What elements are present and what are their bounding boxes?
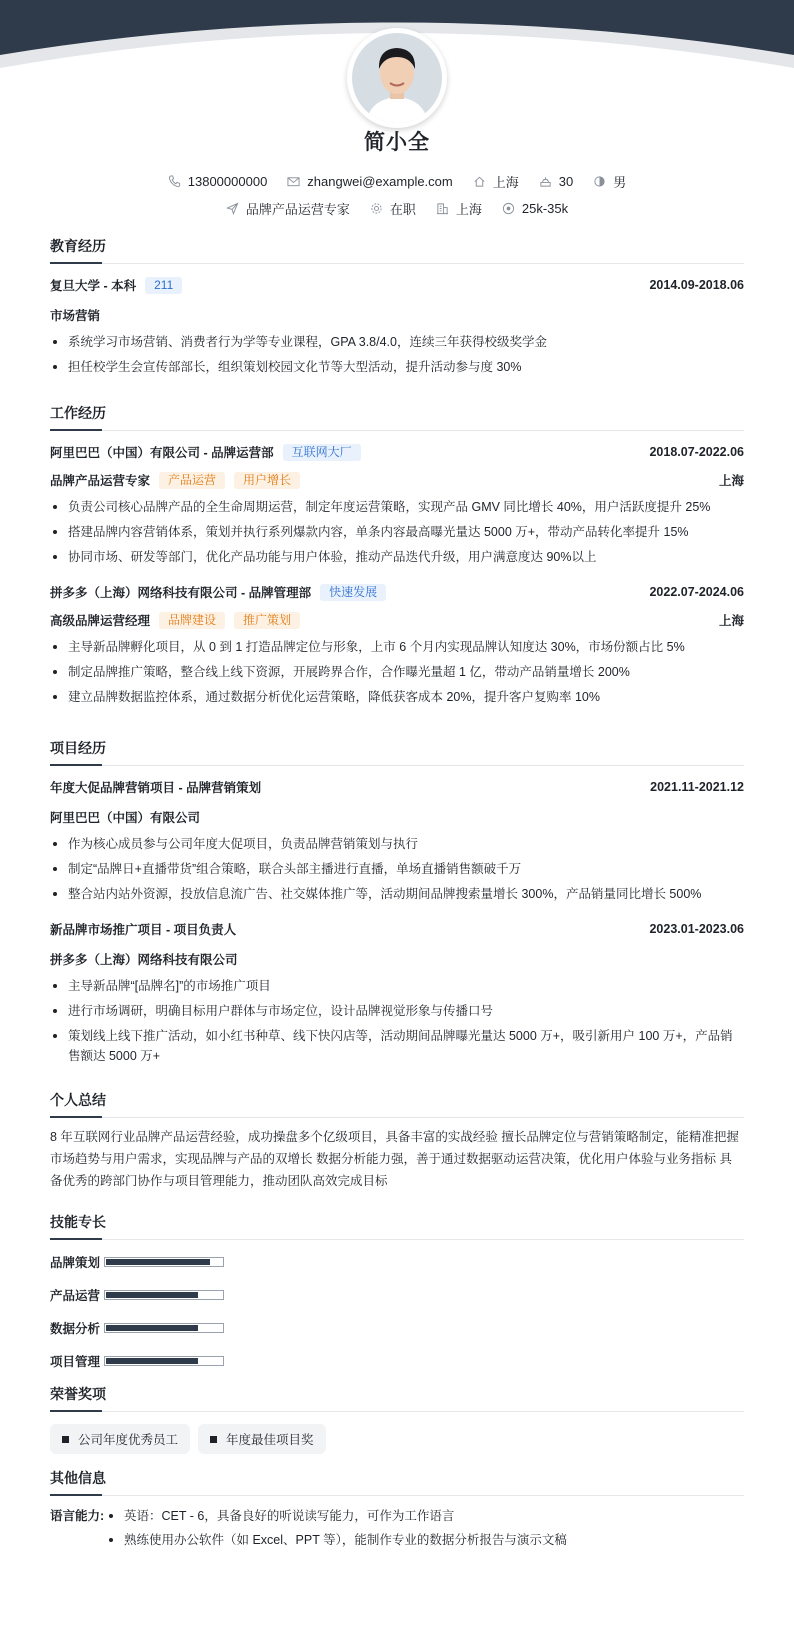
award-item — [198, 1424, 326, 1454]
job-bullets — [50, 497, 744, 567]
gender-icon — [593, 175, 606, 188]
job-header — [50, 443, 744, 461]
skill-bar-fill — [106, 1292, 198, 1298]
skills-list — [50, 1252, 744, 1371]
list-item: 协同市场、研发等部门，优化产品功能与用户体验，推动产品迭代升级，用户满意度达 90%以上 — [50, 547, 744, 567]
phone-icon — [168, 175, 181, 188]
job-period: 2022.07-2024.06 — [649, 585, 744, 599]
gear-icon — [370, 202, 383, 215]
city-text: 上海 — [492, 175, 519, 190]
skill-item — [50, 1318, 744, 1338]
summary-text: 8 年互联网行业品牌产品运营经验，成功操盘多个亿级项目，具备丰富的实战经验 擅长品牌定位与营销策略制定，能精准把握市场趋势与用户需求，实现品牌与产品的双增长 数据分析能力强，善于通过数据驱动运营决策，优化用户体验与业务指标 具备优秀的跨部门协作与项目管理能力，推动团队高效完成目标 — [50, 1130, 739, 1188]
work-title: 工作经历 — [50, 403, 744, 431]
project-name: 新品牌市场推广项目 - 项目负责人 — [50, 923, 237, 937]
building-icon — [436, 202, 449, 215]
skill-bar-fill — [106, 1358, 198, 1364]
skill-name: 项目管理 — [50, 1355, 101, 1369]
job-role: 品牌产品运营专家 — [50, 474, 151, 488]
job-role-row — [50, 471, 744, 489]
education-school-group — [50, 276, 182, 294]
role-tag: 产品运营 — [159, 472, 225, 489]
city-item — [473, 172, 519, 191]
skills-title: 技能专长 — [50, 1212, 744, 1240]
school-tag: 211 — [145, 277, 182, 294]
home-icon — [473, 175, 486, 188]
skill-item — [50, 1351, 744, 1371]
awards-list — [50, 1424, 744, 1454]
project-bullets — [50, 976, 744, 1066]
project-header — [50, 920, 744, 938]
language-label: 语言能力: — [50, 1509, 105, 1523]
skill-bar — [104, 1257, 224, 1267]
square-bullet-icon — [210, 1436, 217, 1443]
list-item: 整合站内站外资源，投放信息流广告、社交媒体推广等，活动期间品牌搜索量增长 300%，产品销量同比增长 500% — [50, 884, 744, 904]
project-company: 阿里巴巴（中国）有限公司 — [50, 811, 201, 825]
award-name: 年度最佳项目奖 — [226, 1433, 314, 1447]
list-item: 担任校学生会宣传部部长，组织策划校园文化节等大型活动，提升活动参与度 30% — [50, 357, 744, 377]
role-tag: 品牌建设 — [159, 612, 225, 629]
list-item: 系统学习市场营销、消费者行为学等专业课程，GPA 3.8/4.0，连续三年获得校级奖学金 — [50, 332, 744, 352]
target-city-text: 上海 — [455, 202, 482, 217]
job-role-group — [50, 611, 300, 629]
avatar-photo-icon — [352, 33, 442, 123]
list-item: 策划线上线下推广活动，如小红书种草、线下快闪店等，活动期间品牌曝光量达 5000 万+，吸引新用户 100 万+，产品销售额达 5000 万+ — [50, 1026, 744, 1066]
award-item — [50, 1424, 190, 1454]
skill-bar-fill — [106, 1325, 198, 1331]
list-item: 负责公司核心品牌产品的全生命周期运营，制定年度运营策略，实现产品 GMV 同比增长 40%，用户活跃度提升 25% — [50, 497, 744, 517]
list-item: 搭建品牌内容营销体系，策划并执行系列爆款内容，单条内容最高曝光量达 5000 万+，带动产品转化率提升 15% — [50, 522, 744, 542]
role-tag: 用户增长 — [234, 472, 300, 489]
list-item: 主导新品牌“[品牌名]”的市场推广项目 — [50, 976, 744, 996]
job-location: 上海 — [718, 474, 744, 488]
list-item: 熟练使用办公软件（如 Excel、PPT 等），能制作专业的数据分析报告与演示文稿 — [106, 1528, 567, 1552]
list-item: 进行市场调研，明确目标用户群体与市场定位，设计品牌视觉形象与传播口号 — [50, 1001, 744, 1021]
job-company: 阿里巴巴（中国）有限公司 - 品牌运营部 — [50, 446, 274, 460]
other-content — [50, 1504, 744, 1552]
skill-name: 品牌策划 — [50, 1256, 101, 1270]
work-section — [50, 403, 744, 707]
education-bullets — [50, 332, 744, 377]
coin-icon — [502, 202, 515, 215]
age-text: 30 — [558, 174, 574, 189]
job-entry — [50, 583, 744, 707]
job-bullets — [50, 637, 744, 707]
status-text: 在职 — [389, 202, 416, 217]
other-section — [50, 1468, 744, 1552]
job-header — [50, 583, 744, 601]
job-period: 2018.07-2022.06 — [649, 445, 744, 459]
summary-section — [50, 1090, 744, 1192]
other-bullets — [106, 1504, 567, 1552]
skill-bar — [104, 1323, 224, 1333]
projects-section — [50, 738, 744, 1066]
project-bullets — [50, 834, 744, 904]
education-title: 教育经历 — [50, 236, 744, 264]
skill-bar-fill — [106, 1259, 210, 1265]
project-entry — [50, 920, 744, 1066]
list-item: 制定品牌推广策略，整合线上线下资源，开展跨界合作，合作曝光量超 1 亿，带动产品销量增长 200% — [50, 662, 744, 682]
avatar — [347, 28, 447, 128]
school-name: 复旦大学 - 本科 — [50, 279, 137, 293]
gender-text: 男 — [613, 175, 627, 190]
job-company-group — [50, 583, 386, 601]
job-role-row — [50, 611, 744, 629]
contact-info-row — [0, 172, 794, 191]
email-item — [287, 174, 452, 189]
candidate-name: 简小全 — [364, 131, 430, 154]
gender-item — [593, 172, 626, 191]
project-period: 2023.01-2023.06 — [649, 922, 744, 936]
list-item: 建立品牌数据监控体系，通过数据分析优化运营策略，降低获客成本 20%，提升客户复购率 10% — [50, 687, 744, 707]
skill-name: 数据分析 — [50, 1322, 101, 1336]
skills-section — [50, 1212, 744, 1371]
target-city-item — [436, 199, 482, 218]
salary-item — [502, 201, 568, 216]
send-icon — [226, 202, 239, 215]
role-tag: 推广策划 — [234, 612, 300, 629]
awards-section — [50, 1384, 744, 1454]
square-bullet-icon — [62, 1436, 69, 1443]
company-tag: 快速发展 — [320, 584, 386, 601]
education-major: 市场营销 — [50, 309, 101, 323]
job-entry — [50, 443, 744, 567]
skill-name: 产品运营 — [50, 1289, 101, 1303]
project-header — [50, 778, 744, 796]
other-title: 其他信息 — [50, 1468, 744, 1496]
projects-title: 项目经历 — [50, 738, 744, 766]
project-period: 2021.11-2021.12 — [650, 780, 744, 794]
phone-text: 13800000000 — [187, 174, 268, 189]
skill-item — [50, 1285, 744, 1305]
phone-item — [168, 174, 268, 189]
awards-title: 荣誉奖项 — [50, 1384, 744, 1412]
list-item: 制定“品牌日+直播带货”组合策略，联合头部主播进行直播，单场直播销售额破千万 — [50, 859, 744, 879]
education-header — [50, 276, 744, 294]
skill-bar — [104, 1356, 224, 1366]
education-period: 2014.09-2018.06 — [649, 278, 744, 292]
mail-icon — [287, 175, 300, 188]
job-intent-row — [0, 199, 794, 218]
job-role: 高级品牌运营经理 — [50, 614, 151, 628]
skill-bar — [104, 1290, 224, 1300]
summary-title: 个人总结 — [50, 1090, 744, 1118]
job-role-group — [50, 471, 300, 489]
project-entry — [50, 778, 744, 904]
job-location: 上海 — [718, 614, 744, 628]
award-name: 公司年度优秀员工 — [78, 1433, 179, 1447]
project-company: 拼多多（上海）网络科技有限公司 — [50, 953, 238, 967]
position-item — [226, 199, 350, 218]
list-item: 主导新品牌孵化项目，从 0 到 1 打造品牌定位与形象，上市 6 个月内实现品牌认知度达 30%，市场份额占比 5% — [50, 637, 744, 657]
salary-text: 25k-35k — [521, 201, 569, 216]
education-section — [50, 236, 744, 377]
job-company-group — [50, 443, 361, 461]
cake-icon — [539, 175, 552, 188]
list-item: 英语：CET - 6，具备良好的听说读写能力，可作为工作语言 — [106, 1504, 567, 1528]
company-tag: 互联网大厂 — [283, 444, 361, 461]
list-item: 作为核心成员参与公司年度大促项目，负责品牌营销策划与执行 — [50, 834, 744, 854]
skill-item — [50, 1252, 744, 1272]
job-company: 拼多多（上海）网络科技有限公司 - 品牌管理部 — [50, 586, 312, 600]
project-name: 年度大促品牌营销项目 - 品牌营销策划 — [50, 781, 262, 795]
status-item — [370, 199, 416, 218]
email-text: zhangwei@example.com — [307, 174, 453, 189]
age-item — [539, 174, 573, 189]
position-text: 品牌产品运营专家 — [245, 202, 350, 217]
